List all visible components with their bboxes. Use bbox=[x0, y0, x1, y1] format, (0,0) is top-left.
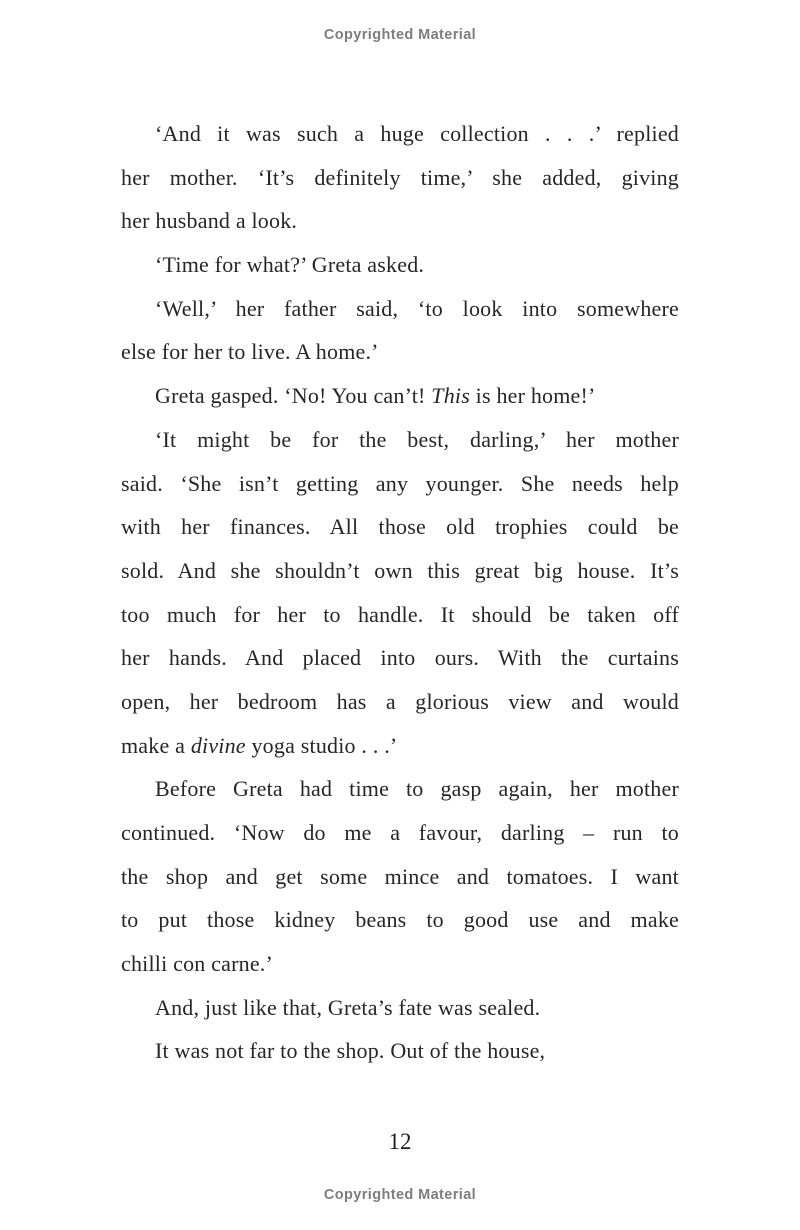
text-line: It was not far to the shop. Out of the house, bbox=[155, 1038, 546, 1064]
text-line: her mother. ‘It’s definitely time,’ she added, giving bbox=[121, 164, 679, 190]
text-line: her husband a look. bbox=[121, 208, 298, 234]
text-line: And, just like that, Greta’s fate was sealed. bbox=[155, 994, 541, 1020]
page-number: 12 bbox=[388, 1129, 412, 1154]
text-line: her hands. And placed into ours. With the curtains bbox=[121, 645, 679, 671]
text-line: ‘Well,’ her father said, ‘to look into somewhere bbox=[155, 295, 679, 321]
text-line: ‘And it was such a huge collection . . .’ replied bbox=[155, 121, 679, 146]
text-line: sold. And she shouldn’t own this great big house. It’s bbox=[121, 557, 679, 583]
text-line: open, her bedroom has a glorious view and would bbox=[121, 688, 679, 714]
text-line: Greta gasped. ‘No! You can’t! This is her home!’ bbox=[155, 383, 596, 409]
text-line: the shop and get some mince and tomatoes. I want bbox=[121, 863, 679, 889]
text-line: too much for her to handle. It should be taken off bbox=[121, 601, 679, 627]
text-line: ‘Time for what?’ Greta asked. bbox=[155, 252, 425, 278]
text-line: continued. ‘Now do me a favour, darling – run to bbox=[121, 820, 679, 845]
text-line: ‘It might be for the best, darling,’ her mother bbox=[155, 426, 679, 452]
text-line: said. ‘She isn’t getting any younger. She needs help bbox=[121, 470, 679, 496]
text-line: make a divine yoga studio . . .’ bbox=[121, 732, 398, 758]
copyright-notice-bottom: Copyrighted Material bbox=[323, 1187, 477, 1203]
page-text bbox=[121, 112, 679, 1073]
text-line: with her finances. All those old trophies could be bbox=[121, 514, 679, 540]
text-line: Before Greta had time to gasp again, her mother bbox=[155, 776, 679, 802]
text-line: chilli con carne.’ bbox=[121, 951, 274, 977]
text-line: else for her to live. A home.’ bbox=[121, 339, 379, 365]
text-line: to put those kidney beans to good use and make bbox=[121, 907, 679, 933]
copyright-notice-top: Copyrighted Material bbox=[323, 27, 477, 43]
